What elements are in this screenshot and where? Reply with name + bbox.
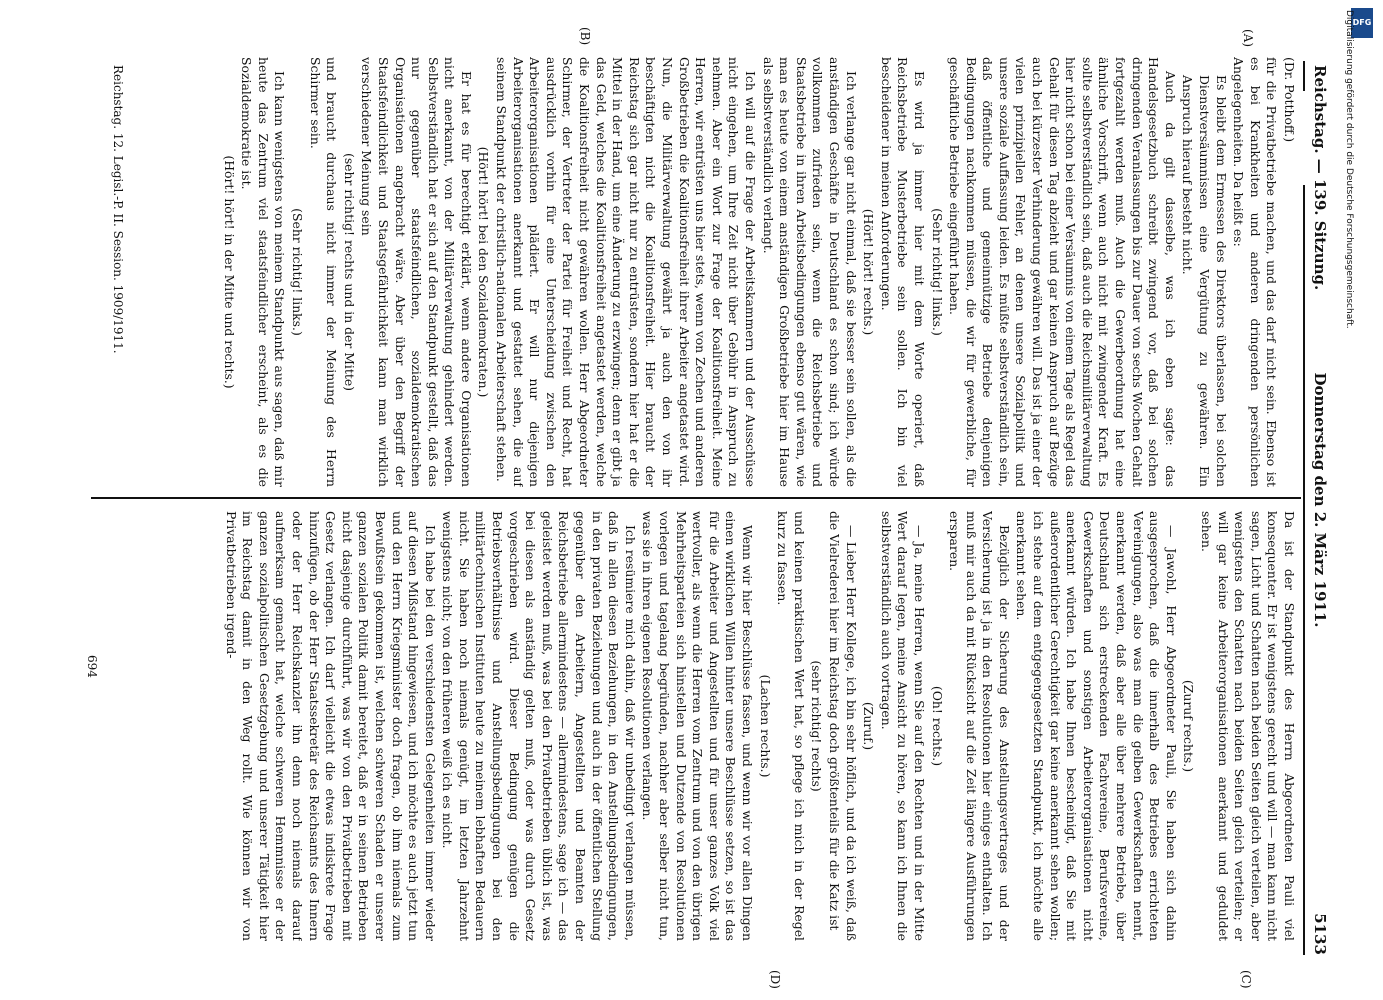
- margin-marker-b: (B): [577, 27, 592, 46]
- paragraph: Bezüglich der Sicherung des Anstellungsvertrages und der Versicherung ist ja in den Resolutionen hier einiges enthalten. Ich muß mir auch da mit Rücksicht auf die Zeit längere Ausführungen ersparen.: [946, 511, 1012, 941]
- paragraph: — Ja, meine Herren, wenn Sie auf den Rechten und in der Mitte Wert darauf legen, meine Ansicht zu hören, so kann ich Ihnen die selbstverständlich auch vortragen.: [878, 511, 927, 941]
- header-page-number: 5133: [1310, 913, 1329, 955]
- interjection: (sehr richtig! rechts): [808, 660, 824, 792]
- digitization-note: [1340, 10, 1370, 990]
- paragraph: Ich verlange gar nicht einmal, daß sie besser sein sollen, als die anständigen Geschäfte in Deutschland es schon sind; ich würde vollkommen zufrieden sein, wenn die Reichsbetriebe und Staatsbetriebe in ihren Arbeitsbedingungen ebenso gut wären, wie man es heute von einem anständigen Großbetriebe hier im Hause als selbstverständlich verlangt.: [760, 57, 859, 487]
- margin-marker-c: (C): [1238, 970, 1253, 989]
- interjection: (Sehr richtig! links.): [289, 208, 305, 336]
- dfg-logo: DFG: [1351, 8, 1373, 38]
- paragraph: Ich kann wenigstens von meinem Standpunkt aus sagen, daß mir heute das Zentrum viel staatsfeindlicher erscheint, als es die Sozialdemokratie ist.: [238, 57, 287, 487]
- quotation: Es bleibt dem Ermessen des Direktors überlassen, bei solchen Dienstversäumnissen eine Vergütung zu gewähren. Ein Anspruch hierauf besteht nicht.: [1179, 75, 1229, 487]
- rotated-page: [47, 27, 1337, 989]
- footer-session-info: Reichstag. 12. Legisl.-P. II. Session. 1909/1911.: [110, 65, 125, 354]
- interjection: (Lachen rechts.): [757, 674, 773, 778]
- right-column: [107, 511, 1297, 941]
- interjection: (Zuruf rechts.): [1180, 679, 1196, 773]
- interjection: (sehr richtig! rechts und in der Mitte): [341, 152, 357, 392]
- paragraph: Ich habe bei den verschiedensten Gelegenheiten immer wieder auf diesen Mißstand hingewiesen, und ich möchte es auch jetzt tun und den Herrn Kriegsminister doch fragen, ob ihm niemals zum Bewußtsein gekommen ist, welchen schweren Schaden er unserer ganzen sozialen Politik damit bereitet, daß er in seinen Betrieben nicht dasjenige durchführt, was wir von den Privatbetrieben mit Gesetz verlangen. Ich darf vielleicht die etwas indiskrete Frage hinzufügen, ob der Herr Staatssekretär des Reichsamts des Innern oder der Herr Reichskanzler ihn denn noch niemals darauf aufmerksam gemacht hat, welche schweren Hemmnisse er der ganzen sozialpolitischen Gesetzgebung und unserer Tätigkeit hier im Reichstag damit in den Weg rollt. Wie können wir von Privatbetrieben irgend-: [223, 511, 438, 941]
- margin-marker-a: (A): [1240, 29, 1255, 48]
- left-column: [107, 57, 1297, 487]
- interjection: (Hört! hört! rechts.): [860, 208, 876, 336]
- page-header: [1303, 35, 1337, 965]
- interjection: (Zuruf.): [860, 701, 876, 751]
- paragraph: für die Privatbetriebe machen, und das darf nicht sein. Ebenso ist es bei Krankheiten und anderen dringenden persönlichen Angelegenheiten. Da heißt es:: [1230, 57, 1279, 487]
- paragraph: Wenn wir hier Beschlüsse fassen, und wenn wir vor allen Dingen einen wirklichen Willen hinter unsere Beschlüsse setzen, so ist das für die Arbeiter und Angestellten und für unser ganzes Volk viel wertvoller, als wenn die Herren vom Zentrum und von den übrigen Mehrheitsparteien sich hinstellen und Dutzende von Resolutionen vorlegen und tagelang begründen, nachher aber selber nicht tun, was sie in ihren eigenen Resolutionen verlangen.: [639, 511, 755, 941]
- header-rule: [1303, 185, 1305, 955]
- paragraph: Auch da gilt dasselbe, was ich eben sagte: das Handelsgesetzbuch schreibt zwingend vor, daß bei solchen dringenden Veranlassungen bis zur Dauer von sechs Wochen Gehalt fortgezahlt werden muß. Auch die Gewerbeordnung hat eine ähnliche Vorschrift, wenn auch nicht mit zwingender Kraft. Es sollte selbstverständlich sein, daß auch die Reichsmilitärverwaltung hier nicht schon bei einer Versäumnis von einem Tage als Regel das Gehalt für diesen Tag abzieht und gar keinen Anspruch auf Bezüge auch bei kürzester Verhinderung gewähren will. Das ist ja einer der vielen prinzipiellen Fehler, an denen unsere Sozialpolitik und unsere soziale Auffassung leiden. Es müßte selbstverständlich sein, daß öffentliche und gemeinnützige Betriebe denjenigen Bedingungen nachkommen müssen, die wir für gewerbliche, für geschäftliche Betriebe eingeführt haben.: [946, 57, 1178, 487]
- interjection: (Oh! rechts.): [929, 685, 945, 767]
- header-rule-left: [1303, 61, 1305, 91]
- interjection: (Hört! hört! in der Mitte und rechts.): [221, 155, 237, 389]
- speaker-tag: (Dr. Potthoff.): [1281, 57, 1297, 143]
- header-left: Reichstag. — 139. Sitzung.: [1310, 65, 1329, 291]
- paragraph: — Jawohl, Herr Abgeordneter Pauli, Sie haben sich dahin ausgesprochen, daß die innerhalb des Betriebes errichteten Vereinigungen, also was man die gelben Gewerkschaften nennt, anerkannt werden, daß aber alle über mehrere Betriebe, über Deutschland sich erstreckenden Fachvereine, Berufsvereine, Gewerkschaften und sonstigen Arbeiterorganisationen nicht anerkannt würden. Ich habe Ihnen bescheinigt, daß Sie mit außerordentlicher Gerechtigkeit gar keine anerkannt sehen wollen; ich stehe auf dem entgegengesetzten Standpunkt, ich möchte alle anerkannt sehen.: [1014, 511, 1179, 941]
- paragraph: Ich resümiere mich dahin, daß wir unbedingt verlangen müssen, daß in allen diesen Beziehungen, in den Anstellungsbedingungen, in den privaten Beziehungen und auch in der öffentlichen Stellung gegenüber den Arbeitern, Angestellten und Beamten der Reichsbetriebe allermindestens — allermindestens, sage ich — das geleistet werden muß, was bei den Privatbetrieben üblich ist, was bei diesen als anständig gelten muß, oder was durch Gesetz vorgeschrieben wird. Dieser Bedingung genügen die Betriebsverhältnisse und Anstellungsbedingungen bei den militärtechnischen Instituten heute zu meinem lebhaften Bedauern nicht. Sie haben noch niemals genügt, im letzten Jahrzehnt wenigstens nicht; von den früheren weiß ich es nicht.: [439, 511, 638, 941]
- header-center: Donnerstag den 2. März 1911.: [1310, 372, 1329, 628]
- digitization-note-text: Digitalisierung gefördert durch die Deutsche Forschungsgemeinschaft.: [1344, 10, 1354, 329]
- paragraph: und braucht durchaus nicht immer der Meinung des Herrn Schirmer sein.: [307, 57, 339, 487]
- interjection: (Sehr richtig! links.): [929, 208, 945, 336]
- paragraph: Da ist der Standpunkt des Herrn Abgeordneten Pauli viel konsequenter. Er ist wenigstens gerecht und will — man kann nicht sagen, Licht und Schatten nach beiden Seiten gleich verteilen, aber wenigstens den Schatten nach beiden Seiten gleich verteilen; er will gar keine Arbeiterorganisationen anerkannt und geduldet sehen.: [1198, 511, 1297, 941]
- footer-page-number: 694: [84, 655, 99, 678]
- paragraph: und keinen praktischen Wert hat, so pflege ich mich in der Regel kurz zu fassen.: [774, 511, 807, 941]
- margin-marker-d: (D): [767, 970, 782, 989]
- interjection: (Hört! hört! bei den Sozialdemokraten.): [476, 146, 491, 398]
- paragraph: Er hat es für berechtigt erklärt, wenn andere Organisationen nicht anerkannt, von der Militärverwaltung gehindert werden. Selbstverständlich hat er sich auf den Standpunkt gestellt, daß das nur gegenüber staatsfeindlichen, sozialdemokratischen Organisationen angebracht wäre. Aber über den Begriff der Staatsfeindlichkeit und Staatsgefährlichkeit kann man wirklich verschiedener Meinung sein: [358, 57, 474, 487]
- column-divider: [91, 497, 1301, 499]
- paragraph: Es wird ja immer hier mit dem Worte operiert, daß Reichsbetriebe Musterbetriebe sein sollen. Ich bin viel bescheidener in meinen Anforderungen.: [878, 57, 927, 487]
- paragraph: Ich will auf die Frage der Arbeitskammern und der Ausschüsse nicht eingehen, um Ihre Zeit nicht über Gebühr in Anspruch zu nehmen. Aber ein Wort zur Frage der Koalitionsfreiheit. Meine Herren, wir entrüsten uns hier stets, wenn von Zechen und anderen Großbetrieben die Koalitionsfreiheit ihrer Arbeiter angetastet wird. Nun, die Militärverwaltung gewährt ja auch den von ihr beschäftigten nicht die Koalitionsfreiheit. Hier braucht der Reichstag sich gar nicht nur zu entrüsten, sondern hier hat er die Mittel in der Hand, um eine Änderung zu erzwingen; denn er gibt ja das Geld, welches die Koalitionsfreiheit angetastet werden, welche die Koalitionsfreiheit nicht gewähren wollen. Herr Abgeordneter Schirmer, der Vertreter der Partei für Freiheit und Recht, hat ausdrücklich vorhin für eine Unterscheidung zwischen den Arbeiterorganisationen plädiert. Er will nur diejenigen Arbeiterorganisationen anerkannt und gestattet sehen, die auf seinem Standpunkt der christlich-nationalen Arbeiterschaft stehen.: [493, 57, 758, 487]
- paragraph: — Lieber Herr Kollege, ich bin sehr höflich, und da ich weiß, daß die Vielrederei hier im Reichstag doch größtenteils für die Katz ist: [826, 511, 859, 941]
